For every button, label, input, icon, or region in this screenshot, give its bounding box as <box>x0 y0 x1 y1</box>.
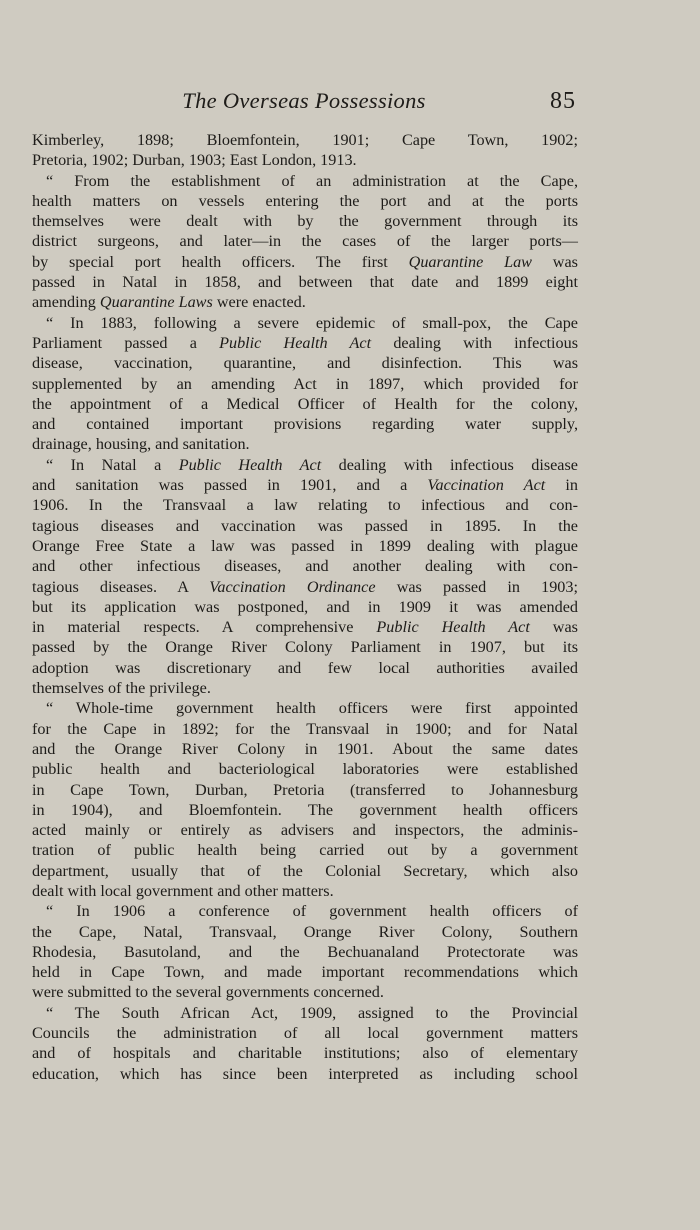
page-header <box>32 88 576 122</box>
text-line <box>32 881 578 901</box>
text-segment: amending <box>32 293 100 312</box>
text-line <box>32 962 578 982</box>
running-title: The Overseas Possessions <box>182 88 426 113</box>
text-line <box>32 617 578 637</box>
text-line <box>32 394 578 414</box>
text-segment: education, which has since been interpreted as including school <box>32 1064 578 1083</box>
text-segment: passed in Natal in 1858, and between that date and 1899 eight <box>32 273 578 292</box>
text-segment: and of hospitals and charitable institutions; also of elementary <box>32 1044 578 1063</box>
text-segment: but its application was postponed, and in 1909 it was amended <box>32 597 578 616</box>
text-line <box>32 455 578 475</box>
text-line <box>32 759 578 779</box>
text-line <box>32 313 578 333</box>
text-segment: tration of public health being carried out by a government <box>32 841 578 860</box>
text-segment: in <box>545 476 579 495</box>
text-segment: and sanitation was passed in 1901, and a <box>32 476 428 495</box>
text-line <box>32 577 578 597</box>
text-segment: dealing with infectious disease <box>321 455 578 474</box>
text-line <box>32 820 578 840</box>
text-segment: was <box>529 618 578 637</box>
text-segment: “ From the establishment of an administration at the Cape, <box>46 171 578 190</box>
italic-title: Vaccination Act <box>427 476 546 495</box>
text-segment: the Cape, Natal, Transvaal, Orange River Colony, Southern <box>32 922 578 941</box>
italic-title: Quarantine Laws <box>99 293 213 312</box>
text-segment: health matters on vessels entering the port and at the ports <box>32 191 578 210</box>
text-segment: adoption was discretionary and few local authorities availed <box>32 658 578 677</box>
text-segment: and contained important provisions regarding water supply, <box>32 415 578 434</box>
text-segment: in 1904), and Bloemfontein. The government health officers <box>32 800 578 819</box>
text-segment: Parliament passed a <box>32 333 220 352</box>
text-segment: Pretoria, 1902; Durban, 1903; East London, 1913. <box>32 151 357 170</box>
text-segment: tagious diseases. A <box>32 577 210 596</box>
text-line <box>32 171 578 191</box>
text-segment: dealt with local government and other matters. <box>32 881 334 900</box>
italic-title: Quarantine Law <box>408 252 532 271</box>
text-line <box>32 901 578 921</box>
text-line <box>32 942 578 962</box>
text-line <box>32 292 578 312</box>
text-line <box>32 861 578 881</box>
text-segment: supplemented by an amending Act in 1897, which provided for <box>32 374 578 393</box>
text-line <box>32 353 578 373</box>
text-line <box>32 130 578 150</box>
text-segment: acted mainly or entirely as advisers and inspectors, the adminis- <box>32 821 578 840</box>
text-segment: in material respects. A comprehensive <box>32 618 377 637</box>
text-line <box>32 434 578 454</box>
text-line <box>32 719 578 739</box>
italic-title: Public Health Act <box>219 333 372 352</box>
italic-title: Public Health Act <box>376 618 530 637</box>
text-line <box>32 678 578 698</box>
text-line <box>32 475 578 495</box>
italic-title: Public Health Act <box>178 455 322 474</box>
text-line <box>32 637 578 657</box>
text-line <box>32 556 578 576</box>
text-line <box>32 597 578 617</box>
text-segment: was <box>531 252 578 271</box>
text-line <box>32 922 578 942</box>
text-segment: “ Whole-time government health officers were first appointed <box>46 699 578 718</box>
text-line <box>32 231 578 251</box>
text-segment: dealing with infectious <box>371 333 578 352</box>
text-segment: Kimberley, 1898; Bloemfontein, 1901; Cape Town, 1902; <box>32 131 578 149</box>
text-line <box>32 1064 578 1084</box>
text-line <box>32 536 578 556</box>
text-segment: passed by the Orange River Colony Parliament in 1907, but its <box>32 638 578 657</box>
page-number: 85 <box>550 88 576 114</box>
text-line <box>32 191 578 211</box>
text-line <box>32 150 578 170</box>
text-line <box>32 1023 578 1043</box>
text-segment: was passed in 1903; <box>375 577 578 596</box>
text-line <box>32 374 578 394</box>
text-line <box>32 333 578 353</box>
text-segment: themselves were dealt with by the government through its <box>32 212 578 231</box>
text-segment: and the Orange River Colony in 1901. About the same dates <box>32 739 578 758</box>
text-line <box>32 840 578 860</box>
text-line <box>32 211 578 231</box>
body-text <box>32 130 578 1084</box>
text-segment: held in Cape Town, and made important recommendations which <box>32 963 578 982</box>
text-segment: tagious diseases and vaccination was passed in 1895. In the <box>32 516 578 535</box>
text-segment: department, usually that of the Colonial Secretary, which also <box>32 861 578 880</box>
text-segment: and other infectious diseases, and another dealing with con- <box>32 557 578 576</box>
text-segment: the appointment of a Medical Officer of Health for the colony, <box>32 394 578 413</box>
text-segment: for the Cape in 1892; for the Transvaal in 1900; and for Natal <box>32 719 578 738</box>
text-segment: by special port health officers. The first <box>32 252 409 271</box>
text-line <box>32 252 578 272</box>
text-segment: public health and bacteriological laboratories were established <box>32 760 578 779</box>
text-line <box>32 698 578 718</box>
text-segment: Councils the administration of all local government matters <box>32 1024 578 1043</box>
text-segment: Rhodesia, Basutoland, and the Bechuanaland Protectorate was <box>32 942 578 961</box>
text-line <box>32 272 578 292</box>
text-line <box>32 495 578 515</box>
text-segment: Orange Free State a law was passed in 1899 dealing with plague <box>32 536 578 555</box>
text-line <box>32 800 578 820</box>
text-segment: “ In 1906 a conference of government health officers of <box>46 902 578 921</box>
text-line <box>32 1043 578 1063</box>
text-line <box>32 658 578 678</box>
text-segment: “ The South African Act, 1909, assigned to the Provincial <box>46 1003 578 1022</box>
text-line <box>32 780 578 800</box>
text-segment: “ In Natal a <box>46 455 179 474</box>
text-line <box>32 516 578 536</box>
text-segment: themselves of the privilege. <box>32 679 211 698</box>
text-segment: disease, vaccination, quarantine, and disinfection. This was <box>32 354 578 373</box>
text-line <box>32 739 578 759</box>
text-line <box>32 414 578 434</box>
text-segment: were submitted to the several governments concerned. <box>32 983 384 1002</box>
text-segment: drainage, housing, and sanitation. <box>32 435 250 454</box>
text-segment: district surgeons, and later—in the cases of the larger ports— <box>32 232 578 251</box>
text-line <box>32 1003 578 1023</box>
text-segment: 1906. In the Transvaal a law relating to infectious and con- <box>32 496 578 515</box>
italic-title: Vaccination Ordinance <box>209 577 376 596</box>
text-segment: in Cape Town, Durban, Pretoria (transferred to Johannesburg <box>32 780 578 799</box>
text-segment: “ In 1883, following a severe epidemic of small-pox, the Cape <box>46 313 578 332</box>
text-segment: were enacted. <box>212 293 306 312</box>
text-line <box>32 982 578 1002</box>
